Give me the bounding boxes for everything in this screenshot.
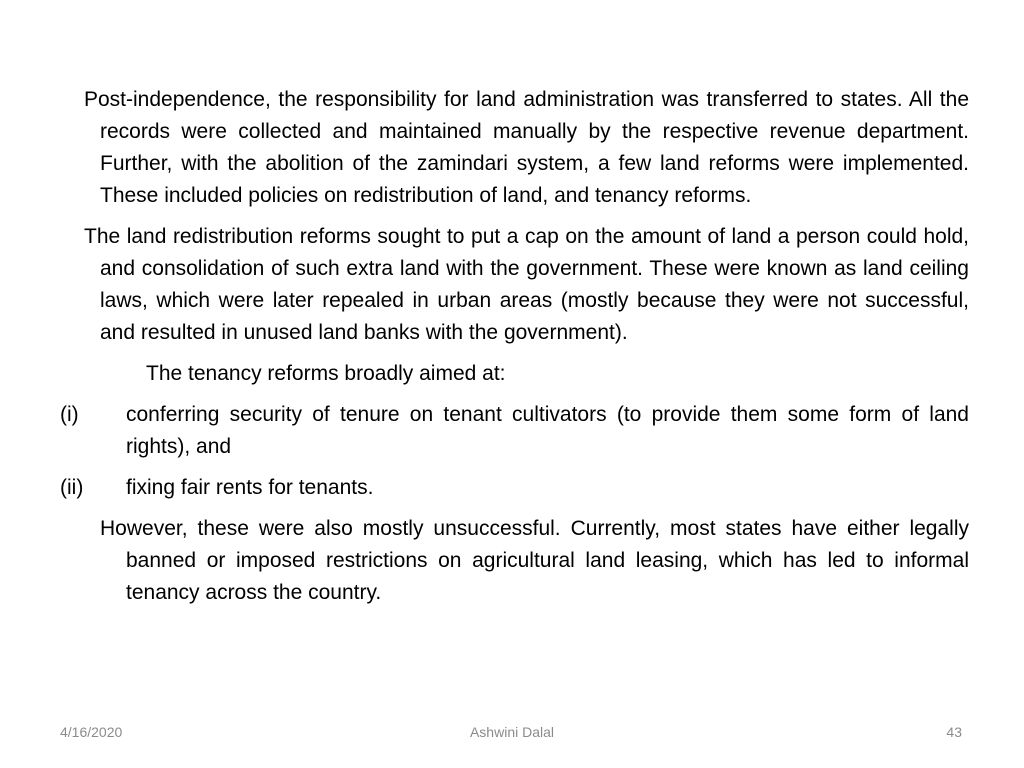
footer-author: Ashwini Dalal [469,724,555,740]
list-item [60,399,969,463]
list-marker: (ii) [60,476,84,499]
footer-date: 4/16/2020 [60,724,123,740]
slide-body [60,84,969,618]
list-item-text: conferring security of tenure on tenant cultivators (to provide them some form of land rights), and [126,403,969,458]
list-marker: (i) [60,403,79,426]
paragraph-however: However, these were also mostly unsuccessful. Currently, most states have either legally banned or imposed restrictions on agricultural land leasing, which has led to informal tenancy across the country. [100,517,969,604]
list-item [60,472,969,504]
paragraph-tenancy-lead: The tenancy reforms broadly aimed at: [146,362,506,385]
footer-page-number: 43 [946,724,962,740]
paragraph-land-redistribution: The land redistribution reforms sought to put a cap on the amount of land a person could hold, and consolidation of such extra land with the government. These were known as land ceiling laws, which were later repealed in urban areas (mostly because they were not successful, and resulted in unused land banks with the government). [84,225,969,344]
list-item-text: fixing fair rents for tenants. [126,476,374,499]
paragraph-post-independence: Post-independence, the responsibility for land administration was transferred to states. All the records were collected and maintained manually by the respective revenue department. Further, with the abolition of the zamindari system, a few land reforms were implemented. These included policies on redistribution of land, and tenancy reforms. [84,88,969,207]
